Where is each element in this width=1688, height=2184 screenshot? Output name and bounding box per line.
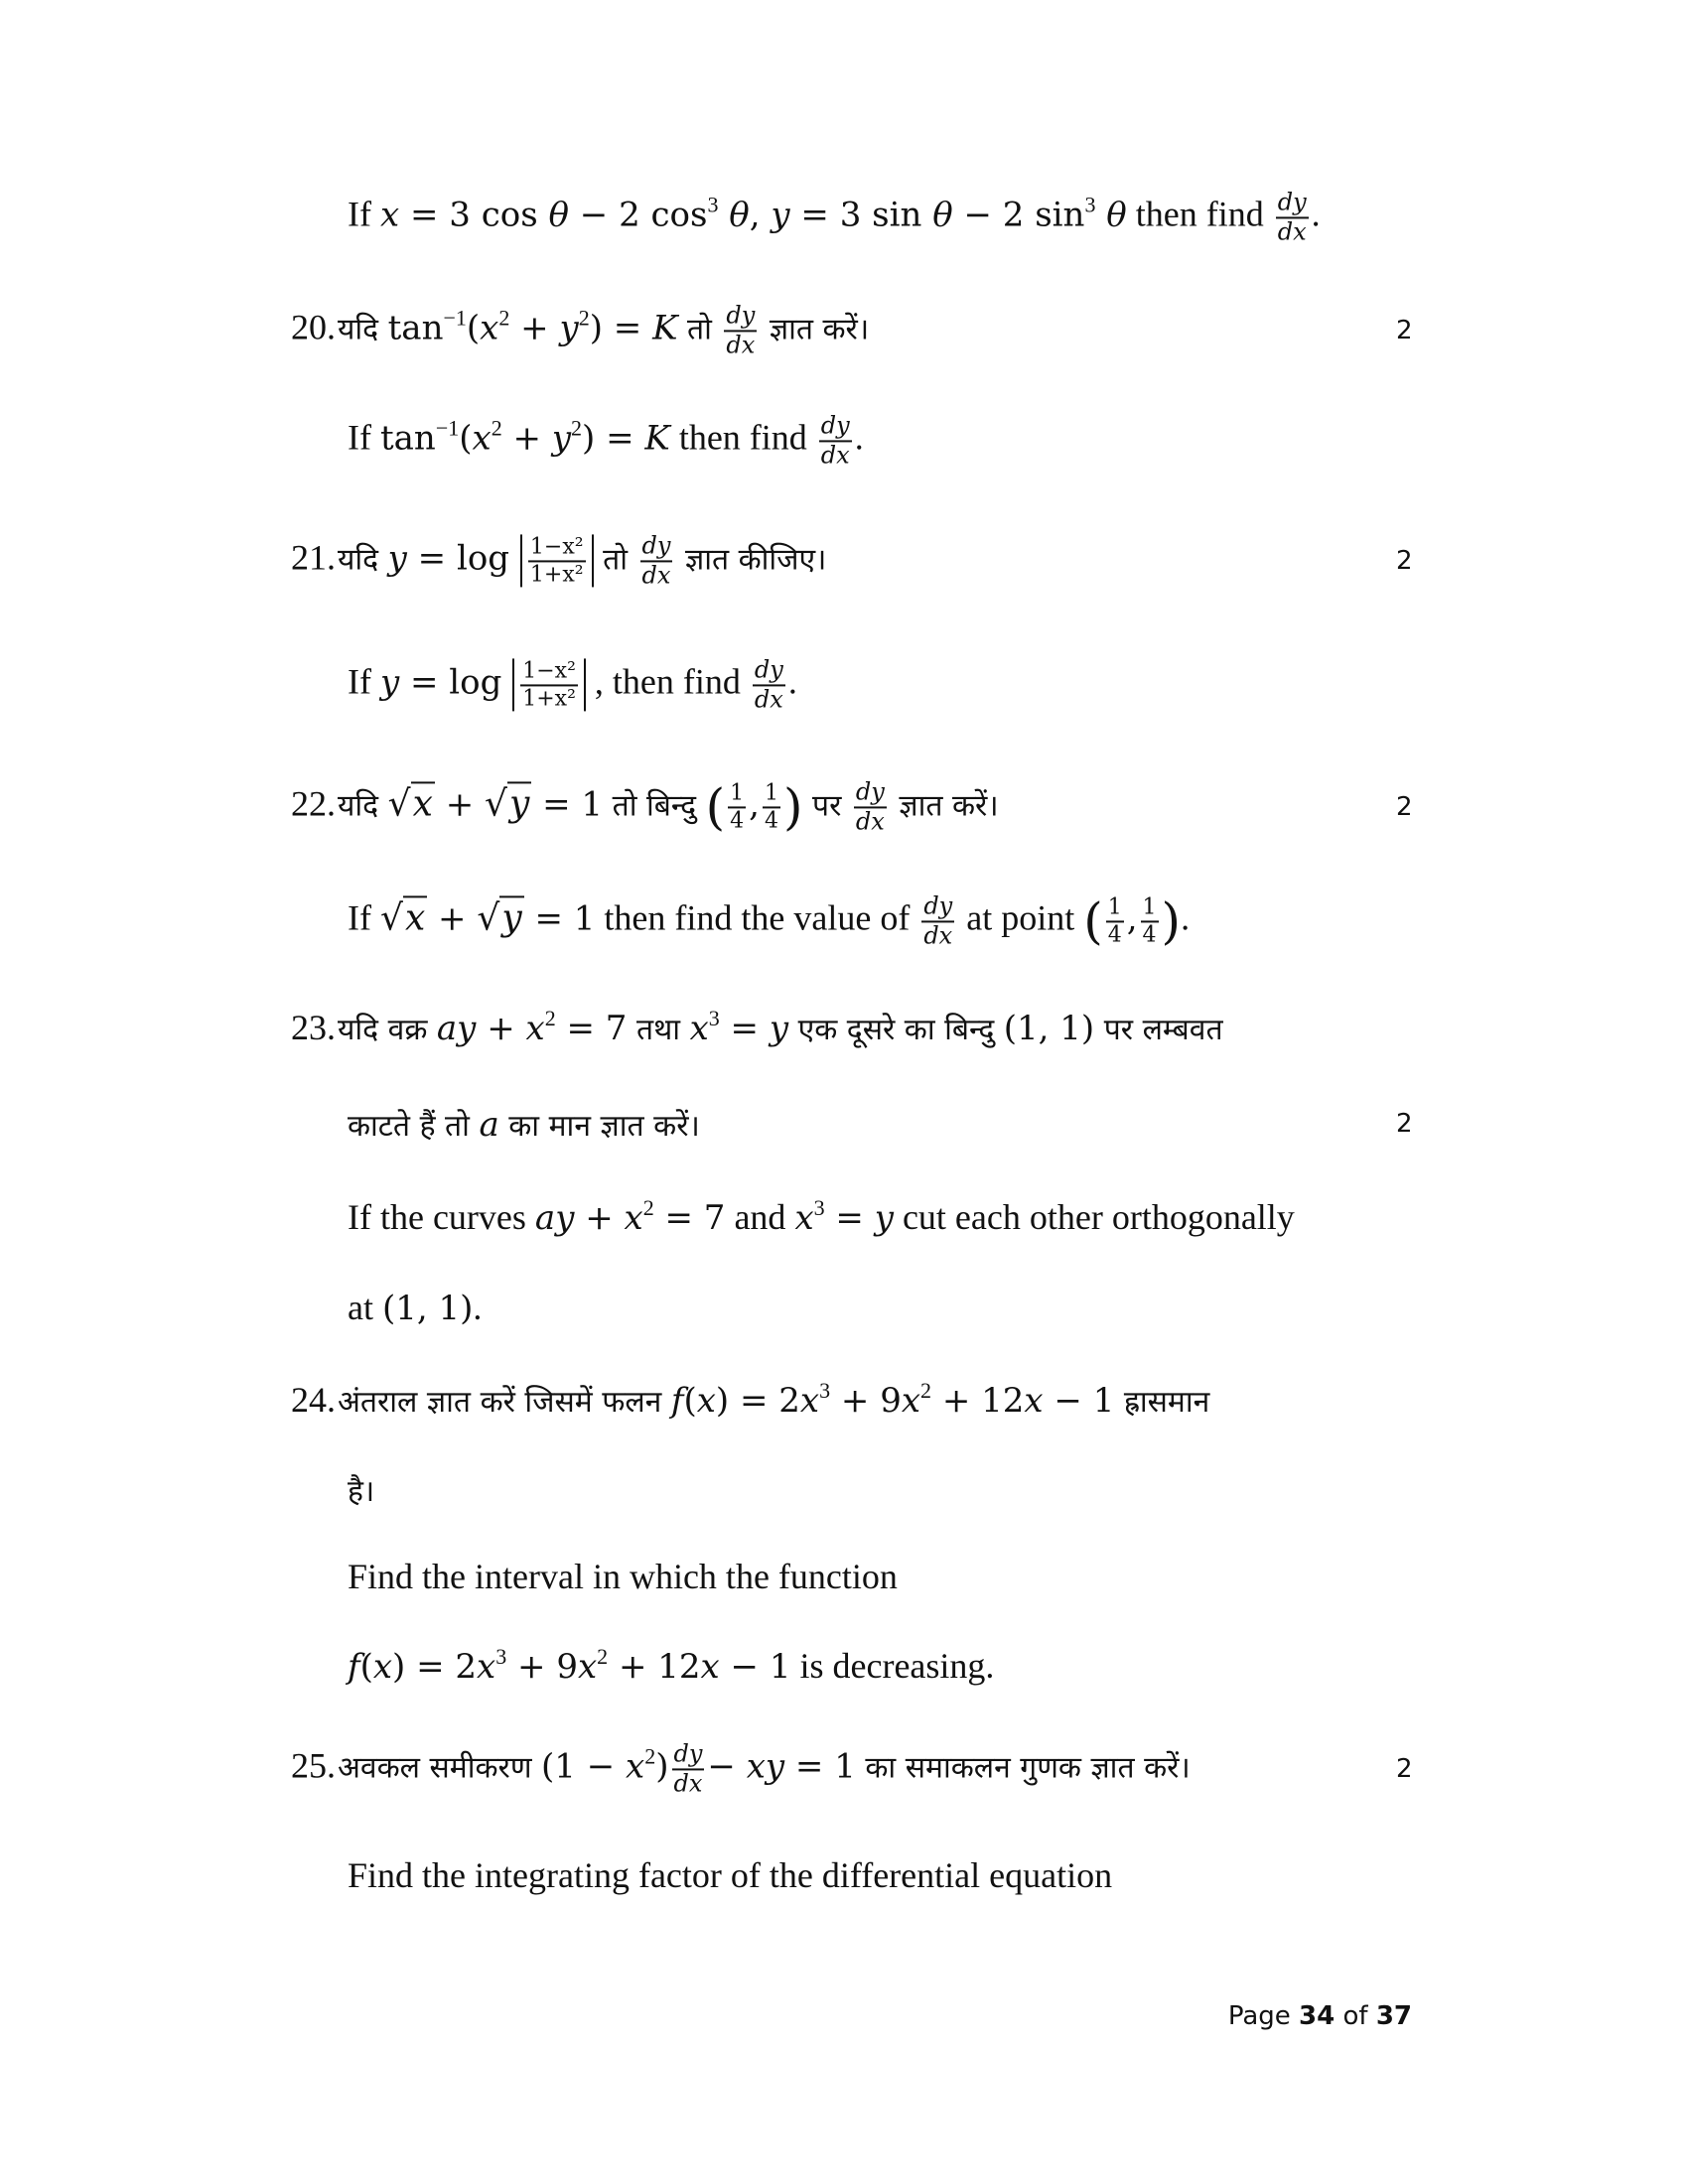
hindi-text: अवकल समीकरण xyxy=(338,1750,542,1786)
math-text: x xyxy=(901,1381,921,1421)
math-text: ( xyxy=(466,308,481,348)
math-text: ( xyxy=(683,1381,697,1421)
math-text: ay xyxy=(534,1198,575,1238)
math-text: + 9 xyxy=(506,1647,578,1687)
absolute-value xyxy=(512,659,586,712)
parenthesis: ) xyxy=(1161,892,1182,950)
math-text: + xyxy=(509,308,560,348)
math-text: x xyxy=(379,195,400,235)
numerator: 1−x² xyxy=(528,535,586,562)
english-text: If the curves xyxy=(348,1197,535,1237)
math-text: y xyxy=(771,195,790,235)
hindi-text: तथा xyxy=(627,1013,690,1047)
math-text: (1, 1) xyxy=(381,1289,474,1328)
numerator: dy xyxy=(1276,189,1309,218)
numerator: dy xyxy=(819,412,852,442)
math-text: x xyxy=(472,418,492,459)
numerator: dy xyxy=(854,778,887,808)
parenthesis: ) xyxy=(782,778,803,836)
superscript: −1 xyxy=(443,305,467,331)
superscript: 2 xyxy=(571,415,583,441)
fraction xyxy=(640,532,673,589)
fraction xyxy=(672,1740,705,1797)
hindi-text: ज्ञात करें। xyxy=(889,788,999,824)
english-text: If xyxy=(348,194,380,234)
question-number: 21. xyxy=(291,537,336,578)
fraction xyxy=(520,659,578,712)
text-line xyxy=(348,1195,1295,1238)
square-root: √y xyxy=(477,897,522,939)
math-text: xy xyxy=(746,1746,785,1787)
fraction xyxy=(724,302,757,358)
question-number: 24. xyxy=(291,1380,336,1420)
marks-label: 2 xyxy=(1396,792,1413,822)
text-line xyxy=(348,1105,700,1145)
absolute-value xyxy=(520,535,594,588)
english-text: is decreasing. xyxy=(790,1646,995,1686)
fraction xyxy=(728,781,746,834)
math-text: − 1 xyxy=(719,1647,791,1687)
math-text: + xyxy=(434,784,486,825)
question-number: 25. xyxy=(291,1745,336,1786)
english-text: at xyxy=(348,1288,382,1327)
hindi-text: यदि xyxy=(338,312,388,347)
math-text: + 12 xyxy=(608,1647,701,1687)
square-root: √y xyxy=(485,783,530,825)
denominator: dx xyxy=(855,807,885,835)
text-line xyxy=(348,1559,898,1594)
english-text: . xyxy=(1181,897,1191,938)
math-text xyxy=(718,195,729,234)
math-text: + xyxy=(427,898,478,939)
math-text: θ xyxy=(729,195,750,235)
math-text: ) xyxy=(655,1746,669,1787)
math-text: x xyxy=(689,1009,709,1048)
hindi-text: ज्ञात कीजिए। xyxy=(675,542,827,578)
math-text: θ xyxy=(1106,195,1127,235)
numerator: 1 xyxy=(1141,895,1159,922)
radicand: y xyxy=(501,897,522,939)
square-root: √x xyxy=(379,897,426,939)
math-text: ( xyxy=(359,1647,373,1687)
math-text: = 1 xyxy=(531,784,604,825)
math-text: K xyxy=(644,418,670,459)
text-line xyxy=(348,1857,1112,1893)
denominator: 1+x² xyxy=(529,562,584,587)
question-line xyxy=(291,1006,1223,1048)
math-text: − 1 xyxy=(1043,1381,1115,1421)
english-text: Find the integrating factor of the differential equation xyxy=(348,1855,1113,1895)
marks-label: 2 xyxy=(1396,1109,1413,1139)
text-line xyxy=(348,412,864,469)
math-text: x xyxy=(480,308,499,348)
numerator: dy xyxy=(640,532,673,562)
math-text: = log xyxy=(406,538,520,579)
denominator: dx xyxy=(754,685,783,713)
math-text: (1 − xyxy=(541,1746,627,1787)
hindi-text: यदि xyxy=(338,788,388,824)
superscript: 2 xyxy=(644,1743,656,1769)
numerator: 1−x² xyxy=(520,659,578,686)
hindi-text: तो xyxy=(677,312,722,347)
hindi-text: तो xyxy=(593,542,637,578)
hindi-text: तो बिन्दु xyxy=(603,788,706,824)
superscript: 2 xyxy=(920,1378,932,1403)
math-text: + xyxy=(574,1198,625,1238)
math-text: y xyxy=(387,538,407,579)
question-line xyxy=(291,532,826,589)
math-text: − xyxy=(707,1746,747,1787)
superscript: 2 xyxy=(498,305,510,331)
numerator: dy xyxy=(753,656,785,686)
hindi-text: एक दूसरे का बिन्दु xyxy=(788,1013,1004,1047)
radicand: y xyxy=(508,783,530,825)
math-text: = xyxy=(824,1198,875,1238)
superscript: 2 xyxy=(578,305,590,331)
math-text: = 1 xyxy=(784,1746,856,1787)
question-line xyxy=(291,1740,1191,1797)
hindi-text: अंतराल ज्ञात करें जिसमें फलन xyxy=(338,1385,671,1420)
math-text: ) = 2 xyxy=(392,1647,478,1687)
hindi-text: का समाकलन गुणक ज्ञात करें। xyxy=(855,1750,1191,1786)
math-text: = 7 xyxy=(653,1198,726,1238)
question-number: 23. xyxy=(291,1008,336,1047)
marks-label: 2 xyxy=(1396,546,1413,576)
math-text: + 9 xyxy=(830,1381,902,1421)
numerator: 1 xyxy=(1106,895,1124,922)
math-text: x xyxy=(624,1198,643,1238)
fraction xyxy=(528,535,586,588)
text-line xyxy=(348,892,1190,949)
marks-label: 2 xyxy=(1396,1754,1413,1784)
english-text: at point xyxy=(957,897,1084,938)
question-number: 20. xyxy=(291,307,336,347)
hindi-text: है। xyxy=(348,1474,375,1509)
superscript: 3 xyxy=(708,1006,720,1030)
math-text: = 3 sin xyxy=(789,195,933,235)
math-text: y xyxy=(379,662,400,703)
denominator: 1+x² xyxy=(522,686,576,711)
superscript: 3 xyxy=(1084,192,1096,217)
math-text: x xyxy=(577,1647,598,1687)
fraction xyxy=(921,892,954,949)
hindi-text: ह्रासमान xyxy=(1114,1385,1210,1420)
hindi-text: काटते हैं तो xyxy=(348,1109,480,1144)
fraction xyxy=(1106,895,1124,948)
numerator: dy xyxy=(724,302,757,332)
math-text: ay xyxy=(436,1009,477,1048)
math-text: , xyxy=(749,784,760,825)
math-text: θ xyxy=(932,195,953,235)
question-line xyxy=(291,778,999,835)
math-text: − 2 cos xyxy=(568,195,708,235)
math-text xyxy=(1095,195,1106,234)
english-text: If xyxy=(348,897,380,938)
denominator: dx xyxy=(923,921,953,949)
math-text: − 2 sin xyxy=(952,195,1085,235)
english-text: , then find xyxy=(585,661,750,702)
english-text: . xyxy=(1311,194,1321,234)
math-text: ( xyxy=(459,418,473,459)
math-text: x xyxy=(626,1746,645,1787)
math-text: ) = 2 xyxy=(715,1381,800,1421)
math-text: y xyxy=(551,418,572,459)
math-text: , xyxy=(749,195,772,235)
numerator: dy xyxy=(921,892,954,922)
question-line xyxy=(291,302,869,358)
text-line xyxy=(348,656,797,713)
math-text: f xyxy=(670,1381,684,1421)
math-text: + 12 xyxy=(931,1381,1025,1421)
fraction xyxy=(854,778,887,835)
superscript: 2 xyxy=(544,1006,556,1030)
english-text: cut each other orthogonally xyxy=(893,1197,1295,1237)
math-text: f xyxy=(348,1647,360,1687)
text-line xyxy=(348,1644,995,1687)
math-text: = 3 cos xyxy=(399,195,549,235)
hindi-text: पर लम्बवत xyxy=(1094,1013,1223,1047)
math-text: x xyxy=(794,1198,814,1238)
denominator: dx xyxy=(726,331,756,358)
math-text: ) = xyxy=(589,308,653,348)
fraction xyxy=(1141,895,1159,948)
math-text: x xyxy=(1024,1381,1044,1421)
fraction xyxy=(753,656,785,713)
english-text: Find the interval in which the function xyxy=(348,1557,898,1596)
english-text: then find xyxy=(669,417,816,458)
math-text: = 1 xyxy=(523,898,596,939)
math-text: x xyxy=(700,1647,720,1687)
math-text: a xyxy=(479,1105,499,1145)
english-text: . xyxy=(854,417,864,458)
denominator: dx xyxy=(673,1769,703,1797)
english-text: then find the value of xyxy=(595,897,919,938)
superscript: 3 xyxy=(813,1195,825,1220)
numerator: dy xyxy=(672,1740,705,1770)
english-text: then find xyxy=(1126,194,1273,234)
superscript: 3 xyxy=(707,192,719,217)
denominator: 4 xyxy=(1142,922,1157,947)
english-text: . xyxy=(787,661,797,702)
square-root: √x xyxy=(387,783,433,825)
page-number: Page 34 of 37 xyxy=(1227,2001,1412,2031)
math-text: x xyxy=(696,1381,716,1421)
question-line xyxy=(291,1378,1210,1421)
math-text: ) = xyxy=(582,418,645,459)
denominator: 4 xyxy=(764,808,778,833)
math-text: (1, 1) xyxy=(1003,1009,1095,1048)
hindi-text: ज्ञात करें। xyxy=(760,312,870,347)
denominator: 4 xyxy=(1107,922,1122,947)
hindi-text: का मान ज्ञात करें। xyxy=(498,1109,700,1144)
superscript: 2 xyxy=(491,415,502,441)
denominator: dx xyxy=(1277,217,1307,245)
math-text: x xyxy=(477,1647,496,1687)
superscript: 3 xyxy=(495,1644,507,1669)
fraction xyxy=(819,412,852,469)
math-text: x xyxy=(525,1009,545,1048)
math-text: y xyxy=(559,308,579,348)
hindi-text: पर xyxy=(802,788,851,824)
math-text: x xyxy=(372,1647,393,1687)
denominator: dx xyxy=(641,561,671,589)
numerator: 1 xyxy=(728,781,746,808)
hindi-text: यदि xyxy=(338,542,388,578)
english-text: If xyxy=(348,417,380,458)
math-text: = xyxy=(719,1009,770,1048)
english-text: If xyxy=(348,661,380,702)
superscript: −1 xyxy=(435,415,460,441)
text-line xyxy=(348,189,1321,245)
denominator: 4 xyxy=(730,808,745,833)
superscript: 2 xyxy=(597,1644,609,1669)
math-text: tan xyxy=(387,308,444,348)
numerator: 1 xyxy=(763,781,780,808)
english-text: . xyxy=(473,1288,483,1327)
hindi-text: यदि वक्र xyxy=(338,1013,437,1047)
text-line xyxy=(348,1288,483,1328)
text-line xyxy=(348,1471,374,1507)
radicand: x xyxy=(404,897,426,939)
math-text: + xyxy=(501,418,552,459)
math-text: = 7 xyxy=(555,1009,628,1048)
parenthesis: ( xyxy=(705,778,726,836)
superscript: 2 xyxy=(642,1195,654,1220)
fraction xyxy=(1276,189,1309,245)
math-text: y xyxy=(874,1198,894,1238)
marks-label: 2 xyxy=(1396,316,1413,345)
math-text: + xyxy=(476,1009,526,1048)
english-text: and xyxy=(725,1197,795,1237)
question-number: 22. xyxy=(291,783,336,824)
fraction xyxy=(763,781,780,834)
parenthesis: ( xyxy=(1083,892,1103,950)
math-text: y xyxy=(769,1009,789,1048)
math-text: = log xyxy=(399,662,513,703)
math-text: x xyxy=(799,1381,820,1421)
denominator: dx xyxy=(820,441,850,469)
math-text: , xyxy=(1126,898,1138,939)
math-text: K xyxy=(652,308,678,348)
math-text: θ xyxy=(548,195,569,235)
radicand: x xyxy=(412,783,433,825)
superscript: 3 xyxy=(819,1378,831,1403)
math-text: tan xyxy=(379,418,436,459)
